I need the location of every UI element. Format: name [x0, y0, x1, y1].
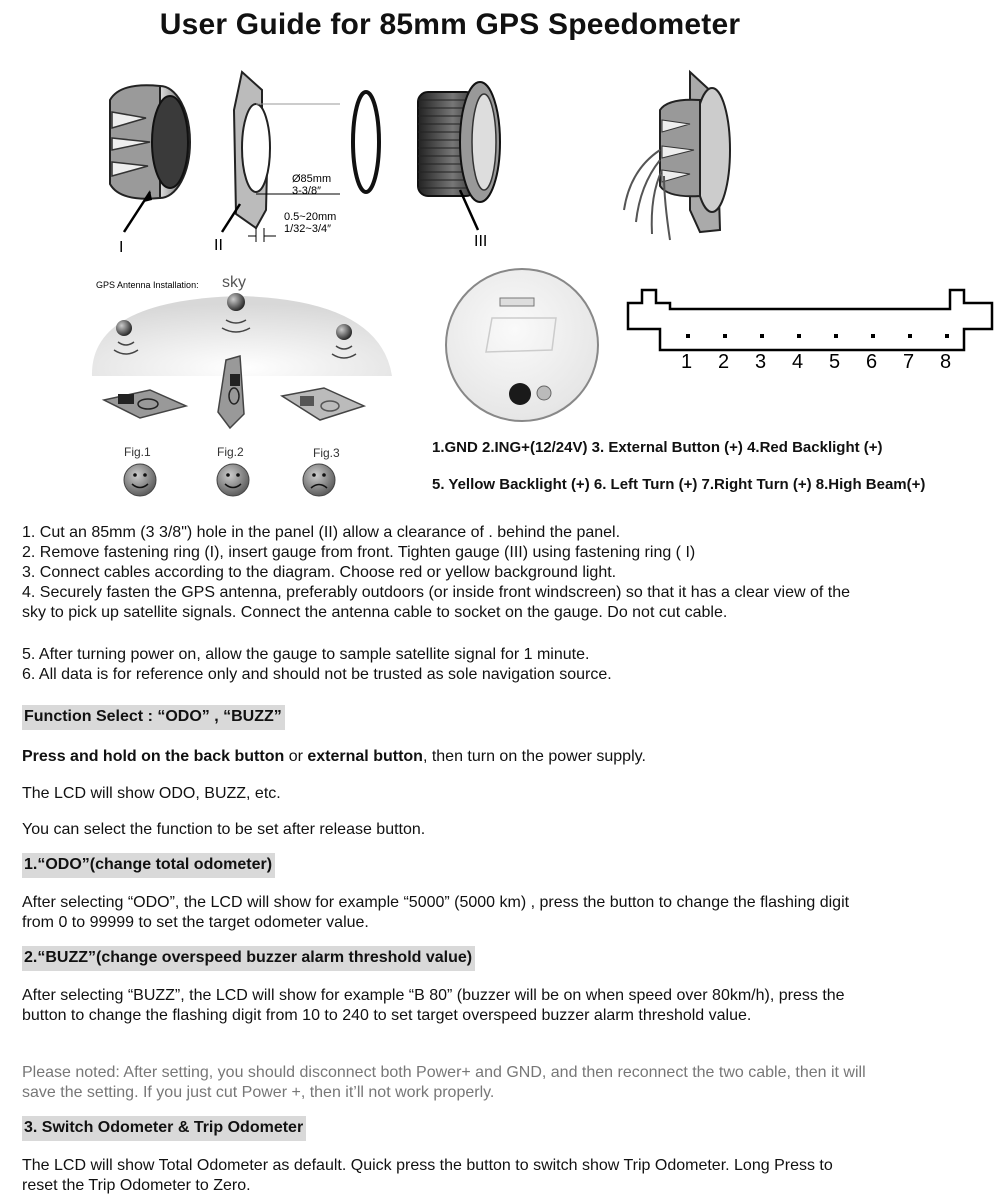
pinout-line-1: 1.GND 2.ING+(12/24V) 3. External Button (+) 4.Red Backlight (+)	[432, 439, 883, 456]
press-rest-text: , then turn on the power supply.	[422, 748, 646, 765]
external-button-bold: external button	[307, 748, 423, 765]
pin-label: 3	[755, 351, 767, 373]
trip-heading: 3. Switch Odometer & Trip Odometer	[22, 1116, 306, 1141]
step-2: 2. Remove fastening ring (I), insert gauge from front. Tighten gauge (III) using fastening ring ( I)	[22, 544, 696, 561]
odo-text: After selecting “ODO”, the LCD will show for example “5000” (5000 km) , press the button to change the flashing digit from 0 to 99999 to set the target odometer value.	[22, 894, 850, 931]
buzz-heading: 2.“BUZZ”(change overspeed buzzer alarm threshold value)	[22, 946, 475, 971]
dim-diameter-mm: Ø85mm	[292, 173, 332, 185]
pin-label: 7	[903, 351, 915, 373]
fig-3-label: Fig.3	[313, 446, 340, 460]
press-hold-instruction	[22, 747, 872, 767]
fastening-ring-illustration	[110, 85, 190, 232]
dim-diameter-in: 3-3/8″	[292, 185, 321, 197]
fig-1-label: Fig.1	[124, 445, 151, 459]
label-roman-3: III	[474, 233, 488, 250]
dim-thickness-in: 1/32~3/4″	[284, 223, 332, 235]
o-ring-illustration	[353, 92, 379, 192]
pinout-line-2: 5. Yellow Backlight (+) 6. Left Turn (+) 7.Right Turn (+) 8.High Beam(+)	[432, 476, 926, 493]
lcd-show-text: The LCD will show ODO, BUZZ, etc.	[22, 785, 281, 802]
function-select-heading: Function Select : “ODO” , “BUZZ”	[22, 705, 285, 730]
label-roman-1: I	[119, 239, 124, 256]
page-title: User Guide for 85mm GPS Speedometer	[159, 8, 741, 41]
buzz-note: Please noted: After setting, you should disconnect both Power+ and GND, and then reconnect the two cable, then it will save the setting. If you just cut Power +, then it’ll not work properly.	[22, 1064, 866, 1101]
pin-label: 8	[940, 351, 952, 373]
sky-label: sky	[222, 274, 246, 291]
pin-label: 2	[718, 351, 730, 373]
pin-label: 1	[681, 351, 693, 373]
step-3: 3. Connect cables according to the diagram. Choose red or yellow background light.	[22, 564, 617, 581]
label-roman-2: II	[214, 237, 223, 254]
trip-text: The LCD will show Total Odometer as default. Quick press the button to switch show Trip Odometer. Long Press to reset the Trip Odometer to Zero.	[22, 1157, 833, 1194]
fig-2-label: Fig.2	[217, 445, 244, 459]
buzz-text: After selecting “BUZZ”, the LCD will show for example “B 80” (buzzer will be on when speed over 80km/h), press the button to change the flashing digit from 10 to 240 to set target overspeed buzzer alarm threshold value.	[22, 987, 845, 1024]
step-6: 6. All data is for reference only and should not be trusted as sole navigation source.	[22, 666, 612, 683]
step-1: 1. Cut an 85mm (3 3/8") hole in the panel (II) allow a clearance of . behind the panel.	[22, 524, 621, 541]
press-hold-bold: Press and hold on the back button	[22, 748, 285, 765]
odo-heading: 1.“ODO”(change total odometer)	[22, 853, 275, 878]
assembled-gauge-illustration	[624, 72, 730, 240]
pin-label: 5	[829, 351, 841, 373]
pin-label: 4	[792, 351, 804, 373]
dim-thickness-mm: 0.5~20mm	[284, 211, 337, 223]
step-5: 5. After turning power on, allow the gauge to sample satellite signal for 1 minute.	[22, 646, 590, 663]
gauge-back-illustration	[446, 269, 598, 421]
connector-diagram	[628, 290, 992, 350]
gauge-body-illustration	[418, 82, 500, 230]
select-function-text: You can select the function to be set after release button.	[22, 821, 426, 838]
step-4: 4. Securely fasten the GPS antenna, preferably outdoors (or inside front windscreen) so that it has a clear view of the sky to pick up satellite signals. Connect the antenna cable to socket on the gauge. Do not cut cable.	[22, 584, 850, 621]
pin-label: 6	[866, 351, 878, 373]
press-or-text: or	[284, 748, 308, 765]
gps-antenna-illustration	[92, 293, 392, 496]
antenna-installation-label: GPS Antenna Installation:	[96, 280, 199, 290]
